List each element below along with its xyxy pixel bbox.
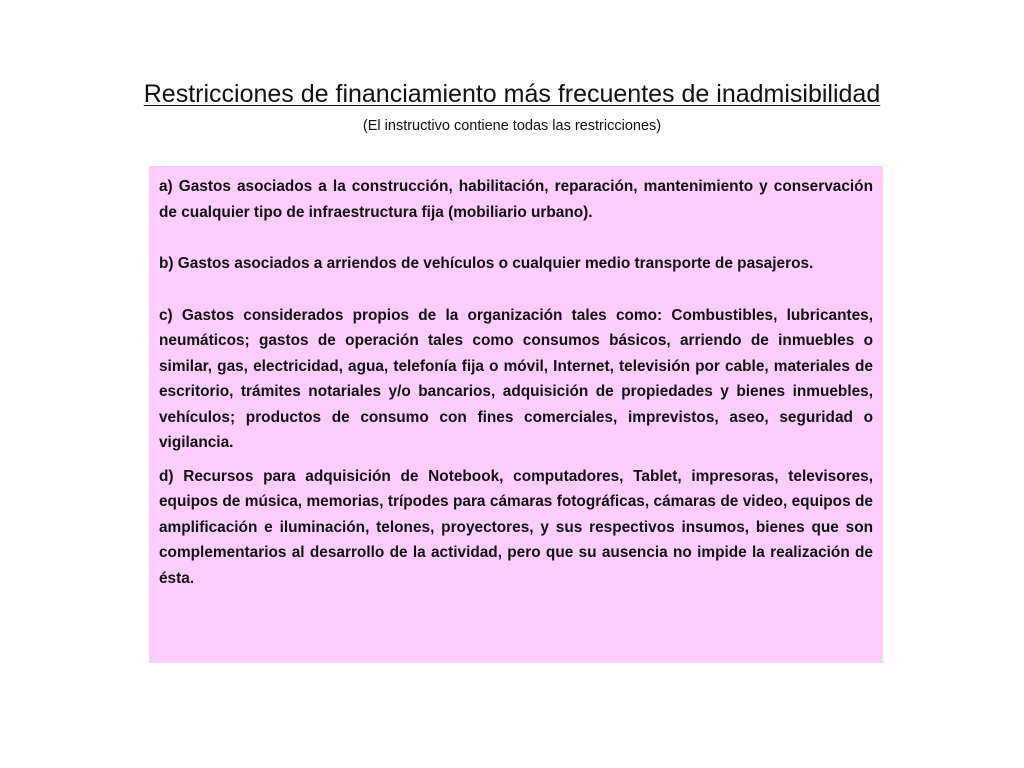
restriction-item-c: c) Gastos considerados propios de la organización tales como: Combustibles, lubricantes, neumáticos; gastos de operación tales como consumos básicos, arriendo de inmuebles o similar, gas, electricidad, agua, telefonía fija o móvil, Internet, televisión por cable, materiales de escritorio, trámites notariales y/o bancarios, adquisición de propiedades y bienes inmuebles, vehículos; productos de consumo con fines comerciales, imprevistos, aseo, seguridad o vigilancia. [159, 306, 873, 451]
restriction-item-b: b) Gastos asociados a arriendos de vehículos o cualquier medio transporte de pasajeros. [159, 255, 814, 272]
restriction-item-a: a) Gastos asociados a la construcción, habilitación, reparación, mantenimiento y conservación de cualquier tipo de infraestructura fija (mobiliario urbano). [159, 178, 873, 221]
restrictions-box [149, 166, 883, 663]
restriction-item-d: d) Recursos para adquisición de Notebook, computadores, Tablet, impresoras, televisores, equipos de música, memorias, trípodes para cámaras fotográficas, cámaras de video, equipos de amplificación e iluminación, telones, proyectores, y sus respectivos insumos, bienes que son complementarios al desarrollo de la actividad, pero que su ausencia no impide la realización de ésta. [159, 467, 873, 587]
slide-subtitle: (El instructivo contiene todas las restricciones) [362, 118, 662, 134]
slide-title: Restricciones de financiamiento más frecuentes de inadmisibilidad [143, 80, 881, 108]
